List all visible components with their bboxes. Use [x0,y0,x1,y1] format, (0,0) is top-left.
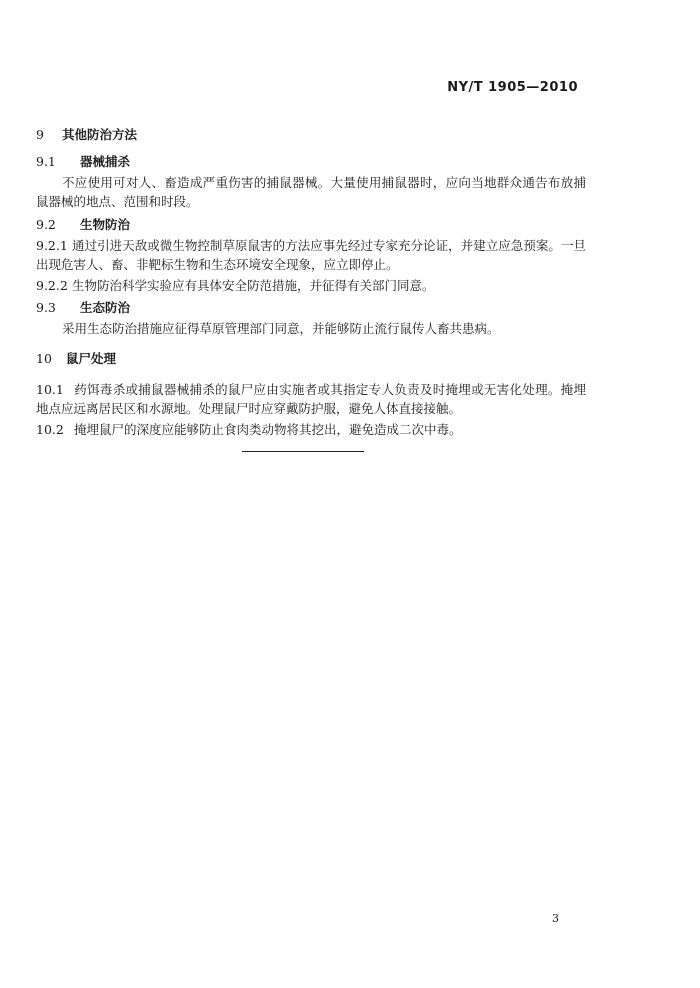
section-number: 10 [36,351,52,366]
section-10-2-paragraph [36,421,586,440]
document-body [36,126,586,440]
clause-text: 生物防治科学实验应有具体安全防范措施，并征得有关部门同意。 [72,278,435,293]
section-number: 9.2 [36,217,56,232]
section-9-2-1-paragraph [36,237,586,274]
clause-number: 10.1 [36,382,64,397]
section-number: 9.1 [36,154,56,169]
section-9-3-text: 采用生态防治措施应征得草原管理部门同意，并能够防止流行鼠传人畜共患病。 [62,320,500,336]
section-10-1-paragraph [36,381,586,418]
section-number: 9.3 [36,299,56,315]
standard-code: NY/T 1905—2010 [447,80,578,95]
clause-text: 掩埋鼠尸的深度应能够防止食肉类动物将其挖出，避免造成二次中毒。 [74,422,462,437]
clause-number: 9.2.2 [36,278,68,293]
clause-text: 通过引进天敌或微生物控制草原鼠害的方法应事先经过专家充分论证，并建立应急预案。一旦出现危害人、畜、非靶标生物和生态环境安全现象，应立即停止。 [36,238,586,272]
end-rule [242,451,364,452]
section-9-3-heading [36,299,586,317]
section-title: 其他防治方法 [62,127,138,142]
section-title: 生态防治 [80,299,131,315]
section-9-2-2-paragraph [36,277,586,296]
section-title: 器械捕杀 [80,154,131,169]
section-9-1-heading [36,153,586,171]
section-9-2-heading [36,216,586,234]
clause-text: 药饵毒杀或捕鼠器械捕杀的鼠尸应由实施者或其指定专人负责及时掩埋或无害化处理。掩埋地点应远离居民区和水源地。处理鼠尸时应穿戴防护服，避免人体直接接触。 [36,382,586,416]
section-title: 生物防治 [80,217,131,232]
clause-number: 10.2 [36,422,64,437]
section-9-heading [36,126,586,144]
section-number: 9 [36,127,44,142]
section-9-1-text: 不应使用可对人、畜造成严重伤害的捕鼠器械。大量使用捕鼠器时，应向当地群众通告布放捕鼠器械的地点、范围和时段。 [36,175,586,209]
page-number: 3 [552,912,559,925]
section-title: 鼠尸处理 [66,351,117,366]
section-10-heading [36,350,586,368]
clause-number: 9.2.1 [36,238,68,253]
